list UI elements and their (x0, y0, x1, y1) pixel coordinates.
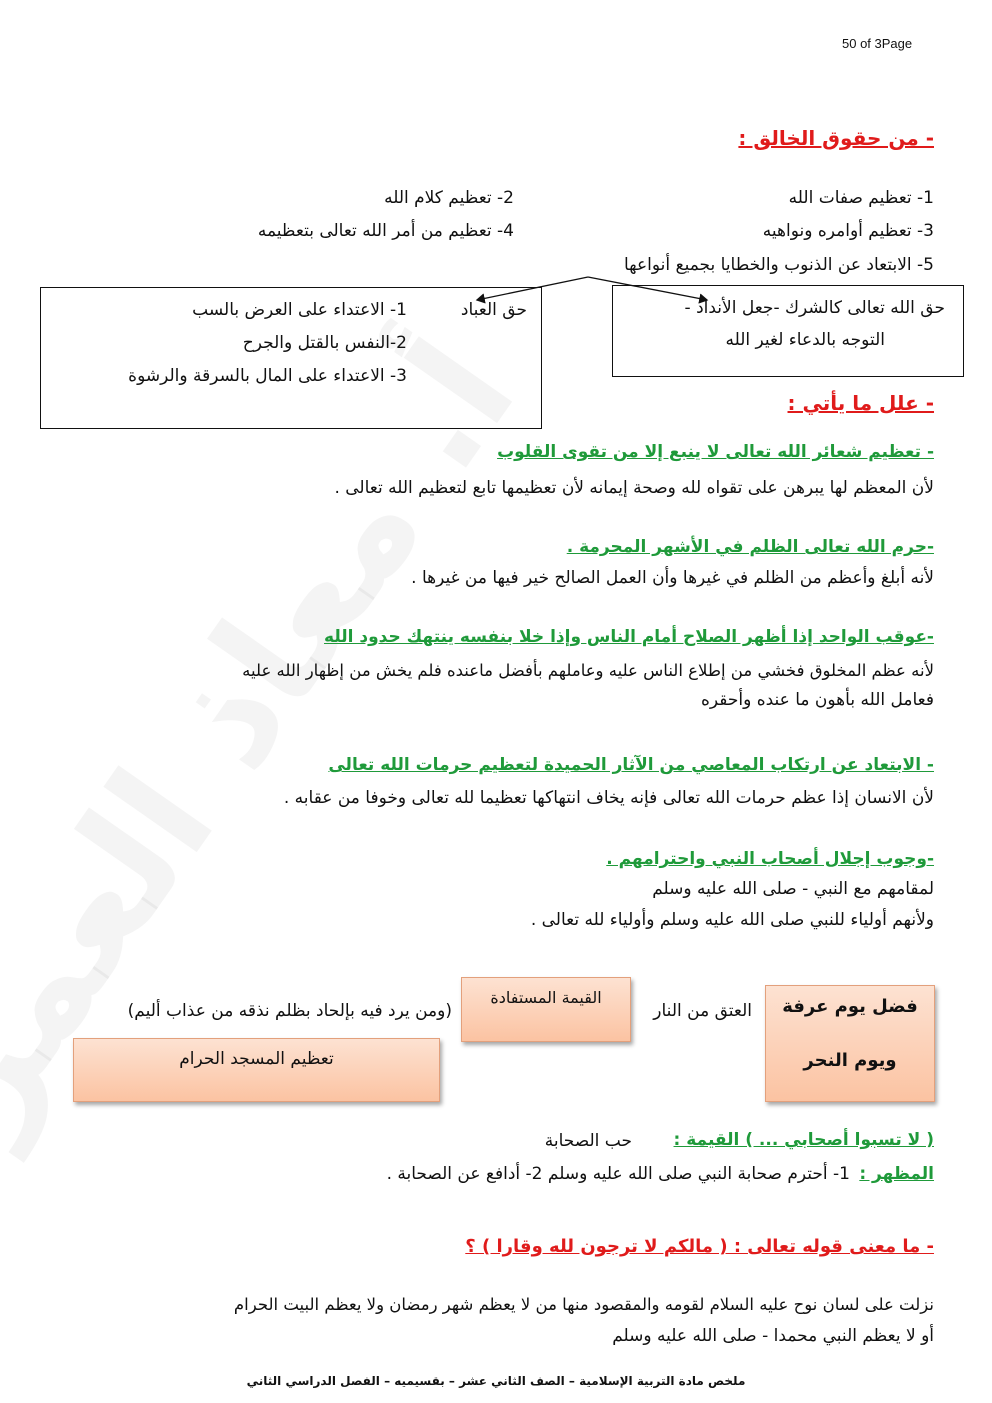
value-box (461, 977, 631, 1042)
answer: لأن الانسان إذا عظم حرمات الله تعالى فإنه يخاف انتهاكها تعظيما لله تعالى وخوفا من عقابه . (283, 788, 934, 808)
answer: لأنه أبلغ وأعظم من الظلم في غيرها وأن العمل الصالح خير فيها من غيرها . (411, 568, 934, 588)
freedom-from-fire: العتق من النار (653, 1001, 752, 1021)
question: -وجوب إجلال أصحاب النبي واحترامهم . (606, 849, 934, 869)
value-label: القيمة المستفادة (490, 988, 602, 1007)
meaning-heading: - ما معنى قوله تعالى : ( مالكم لا ترجون لله وقارا ) ؟ (465, 1236, 934, 1257)
manifest-text: 1- أحترم صحابة النبي صلى الله عليه وسلم 2- أدافع عن الصحابة . (386, 1164, 850, 1184)
list-item: 5- الابتعاد عن الذنوب والخطايا بجميع أنواعها (624, 255, 934, 275)
list-item: 4- تعظيم من أمر الله تعالى بتعظيمه (257, 221, 514, 241)
arafah-box (765, 985, 935, 1102)
question: -عوقب الواحد إذا أظهر الصلاح أمام الناس وإذا خلا بنفسه ينتهك حدود الله (324, 627, 934, 647)
page-number: 50 of 3Page (842, 36, 913, 51)
list-item: 3- تعظيم أوامره ونواهيه (762, 221, 934, 241)
answer: فعامل الله بأهون ما عنده وأحقره (700, 690, 934, 710)
meaning-line: أو لا يعظم النبي محمدا - صلى الله عليه وسلم (612, 1326, 934, 1346)
right-of-servants-title: حق العباد (460, 300, 527, 320)
answer: ولأنهم أولياء للنبي صلى الله عليه وسلم وأولياء لله تعالى . (530, 910, 934, 930)
right-of-god-line: التوجه بالدعاء لغير الله (725, 330, 885, 350)
answer: لأن المعظم لها يبرهن على تقواه لله وصحة إيمانه لأن تعظيمها تابع لتعظيم الله تعالى . (334, 478, 934, 498)
manifest-label: المظهر : (859, 1164, 934, 1184)
meaning-line: نزلت على لسان نوح عليه السلام لقومه والمقصود منها من لا يعظم شهر رمضان ولا يعظم البيت الحرام (233, 1295, 934, 1314)
footer: ملخص مادة التربية الإسلامية – الصف الثاني عشر – بقسيميه – الفصل الدراسي الثاني (246, 1374, 746, 1388)
sacred-mosque-label: تعظيم المسجد الحرام (179, 1049, 334, 1069)
answer: لأنه عظم المخلوق فخشي من إطلاع الناس عليه وعاملهم بأفضل ماعنده فلم يخش من إظهار الله عليه (242, 661, 934, 680)
branch-arrows (0, 0, 992, 320)
sacred-mosque-box (73, 1038, 440, 1102)
arafah-title: فضل يوم عرفة (782, 996, 918, 1017)
list-item: 1- تعظيم صفات الله (788, 188, 934, 208)
right-of-servants-box (40, 287, 542, 429)
arafah-title: ويوم النحر (803, 1050, 897, 1071)
question: - تعظيم شعائر الله تعالى لا ينبع إلا من تقوى القلوب (497, 442, 934, 462)
hadith-value: حب الصحابة (544, 1131, 632, 1151)
explain-heading: - علل ما يأتي : (787, 391, 934, 415)
question: -حرم الله تعالى الظلم في الأشهر المحرمة . (566, 537, 934, 557)
right-of-servants-line: 3- الاعتداء على المال بالسرقة والرشوة (128, 366, 407, 386)
right-of-servants-line: 1- الاعتداء على العرض بالسب (192, 300, 407, 320)
right-of-servants-line: 2-النفس بالقتل والجرح (242, 333, 407, 353)
right-of-god-box (612, 285, 964, 377)
list-item: 2- تعظيم كلام الله (384, 188, 514, 208)
right-of-god-line: حق الله تعالى كالشرك -جعل الأنداد - (684, 298, 945, 318)
verse: (ومن يرد فيه بإلحاد بظلم نذقه من عذاب أليم) (127, 1001, 452, 1021)
answer: لمقامهم مع النبي - صلى الله عليه وسلم (652, 879, 934, 899)
rights-of-creator-heading: - من حقوق الخالق : (738, 126, 934, 150)
question: - الابتعاد عن ارتكاب المعاصي من الآثار الحميدة لتعظيم حرمات الله تعالى (328, 755, 934, 775)
hadith: ( لا تسبوا أصحابي ... ) القيمة : (673, 1130, 934, 1150)
